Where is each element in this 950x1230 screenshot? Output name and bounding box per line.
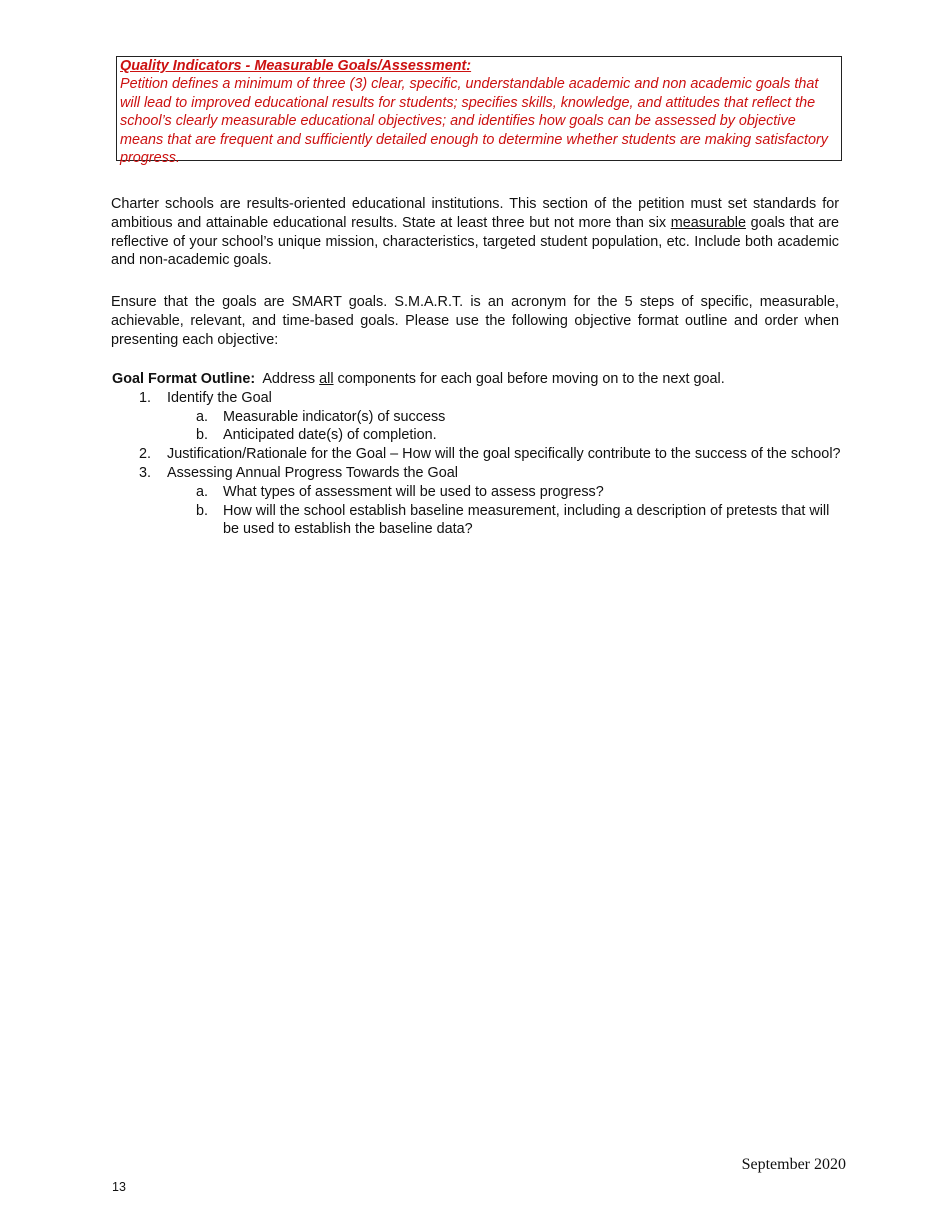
paragraph1-text-end: goals that are reflective of your school’s unique mission, characteristics, targeted student population, etc. Include both academic and non-academic goals.	[111, 214, 839, 269]
outline-label: Goal Format Outline:	[112, 371, 256, 387]
outline-item-number: 1.	[139, 389, 152, 406]
charter-results-paragraph	[111, 195, 839, 270]
outline-subitem-3a	[167, 483, 842, 502]
outline-subitem-letter: a.	[196, 408, 209, 425]
footer-date: September 2020	[741, 1156, 846, 1173]
outline-item-number: 3.	[139, 464, 152, 481]
quality-indicators-title: Quality Indicators - Measurable Goals/Assessment:	[120, 58, 472, 74]
outline-subitem-text: Anticipated date(s) of completion.	[223, 427, 437, 444]
outline-subitem-text: Measurable indicator(s) of success	[223, 408, 446, 425]
outline-subitem-letter: b.	[196, 502, 209, 519]
outline-item-number: 2.	[139, 446, 152, 463]
outline-item-3	[112, 464, 842, 539]
quality-indicators-body: Petition defines a minimum of three (3) clear, specific, understandable academic and non academic goals that will lead to improved educational results for students; specifies skills, knowledge, and attitudes that reflect the school’s clearly measurable educational objectives; and identifies how goals can be assessed by objective means that are frequent and sufficiently detailed enough to determine whether students are making satisfactory progress.	[120, 76, 828, 167]
outline-item-1	[112, 389, 842, 445]
outline-item-text: Justification/Rationale for the Goal – How will the goal specifically contribute to the success of the school?	[167, 446, 841, 463]
measurable-underlined: measurable	[670, 214, 746, 231]
outline-heading	[112, 370, 842, 389]
outline-intro-start: Address	[255, 371, 320, 387]
outline-intro-end: components for each goal before moving on to the next goal.	[333, 371, 725, 387]
outline-subitem-letter: b.	[196, 427, 209, 444]
outline-subitem-text: How will the school establish baseline measurement, including a description of pretests that will be used to establish the baseline data?	[223, 502, 830, 538]
outline-subitem-text: What types of assessment will be used to assess progress?	[223, 483, 604, 500]
outline-sublist	[167, 408, 842, 446]
outline-item-text: Assessing Annual Progress Towards the Goal	[167, 464, 458, 481]
paragraph1-text-start: Charter schools are results-oriented educational institutions. This section of the petition must set standards for ambitious and attainable educational results. State at least three but not more than six	[111, 196, 839, 231]
page-number: 13	[112, 1180, 126, 1194]
outline-list	[112, 389, 842, 539]
outline-item-2	[112, 445, 842, 464]
goal-format-outline	[112, 370, 842, 539]
outline-sublist	[167, 483, 842, 539]
quality-indicators-box	[116, 56, 842, 167]
all-underlined: all	[319, 371, 334, 387]
smart-goals-paragraph: Ensure that the goals are SMART goals. S.M.A.R.T. is an acronym for the 5 steps of specific, measurable, achievable, relevant, and time-based goals. Please use the following objective format outline and order when presenting each objective:	[111, 294, 839, 348]
outline-subitem-letter: a.	[196, 483, 209, 500]
outline-subitem-1a	[167, 408, 842, 427]
outline-item-text: Identify the Goal	[167, 389, 272, 406]
outline-subitem-1b	[167, 426, 842, 445]
outline-subitem-3b	[167, 502, 842, 540]
